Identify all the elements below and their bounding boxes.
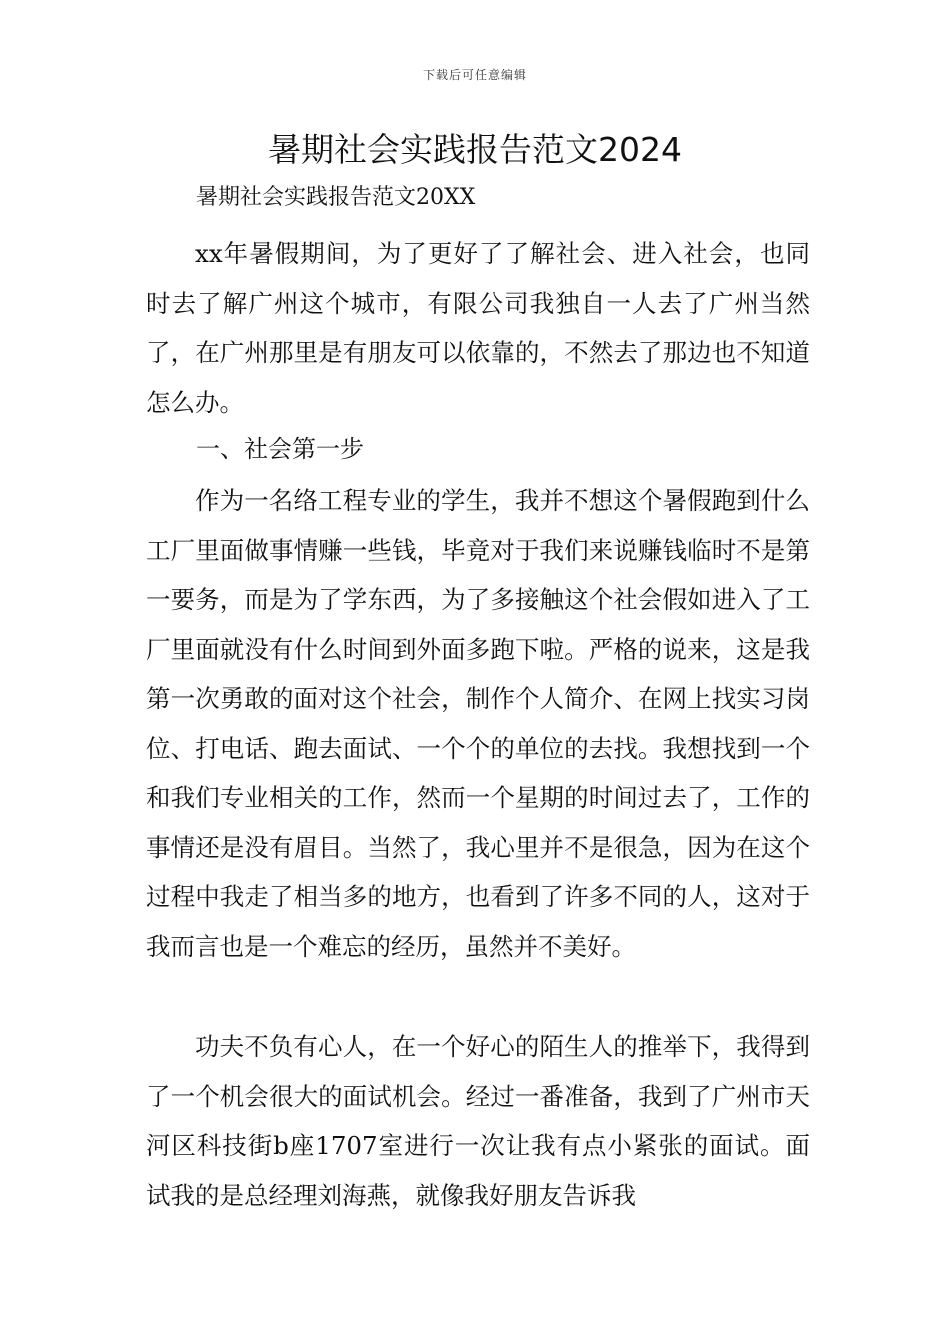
paragraph-2: 作为一名络工程专业的学生，我并不想这个暑假跑到什么工厂里面做事情赚一些钱，毕竟对于我们来说赚钱临时不是第一要务，而是为了学东西，为了多接触这个社会假如进入了工厂里面就没有什么时间到外面多跑下啦。严格的说来，这是我第一次勇敢的面对这个社会，制作个人简介、在网上找实习岗位、打电话、跑去面试、一个个的单位的去找。我想找到一个和我们专业相关的工作，然而一个星期的时间过去了，工作的事情还是没有眉目。当然了，我心里并不是很急，因为在这个过程中我走了相当多的地方，也看到了许多不同的人，这对于我而言也是一个难忘的经历，虽然并不美好。 (146, 486, 810, 961)
document-title: 暑期社会实践报告范文2024 (268, 130, 682, 169)
header-note: 下载后可任意编辑 (422, 68, 527, 82)
paragraph-3: 功夫不负有心人，在一个好心的陌生人的推举下，我得到了一个机会很大的面试机会。经过一番准备，我到了广州市天河区科技街b座1707室进行一次让我有点小紧张的面试。面试我的是总经理刘海燕，就像我好朋友告诉我 (146, 1032, 810, 1210)
section-heading-1: 一、社会第一步 (196, 435, 364, 463)
paragraph-1: xx年暑假期间，为了更好了了解社会、进入社会，也同时去了解广州这个城市，有限公司我独自一人去了广州当然了，在广州那里是有朋友可以依靠的，不然去了那边也不知道怎么办。 (146, 239, 810, 417)
document-subtitle: 暑期社会实践报告范文20XX (196, 185, 476, 210)
